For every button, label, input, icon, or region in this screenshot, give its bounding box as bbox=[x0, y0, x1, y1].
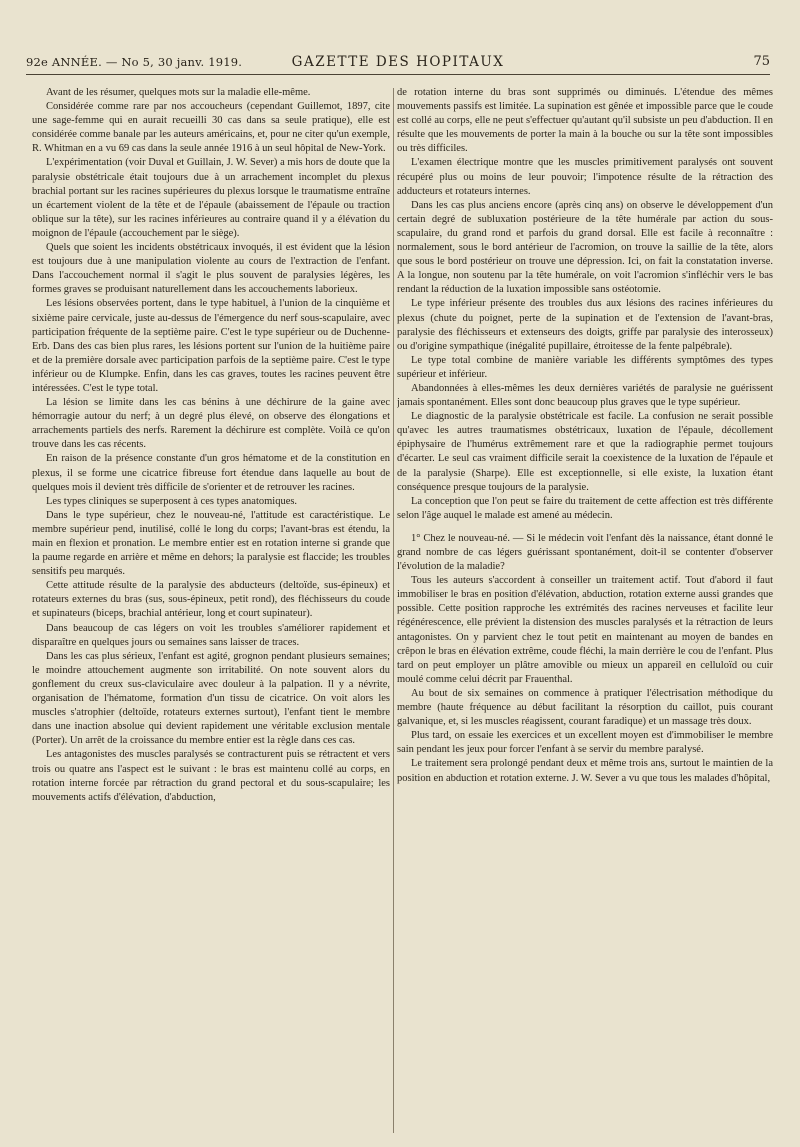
paragraph: Tous les auteurs s'accordent à conseiller un traitement actif. Tout d'abord il faut immobiliser le bras en position d'élévation, abduction, rotation externe aussi grandes que possible. Cette position rapproche les extrémités des racines nerveuses et facilite leur régénérescence, elle prévient la distension des muscles paralysés et la rétraction de leurs antagonistes. On y parvient chez le tout petit en maintenant au moyen de bandes en crêpon le bras en élévation extrême, coude fléchi, la main derrière le cou de l'enfant. Plus tard on peut employer un plâtre amovible ou mieux un appareil en celluloïd ou cuir moulé comme celui décrit par Frauenthal. bbox=[397, 575, 773, 685]
paragraph: Avant de les résumer, quelques mots sur la maladie elle-même. bbox=[46, 87, 311, 98]
paragraph: La conception que l'on peut se faire du traitement de cette affection est très différente selon l'âge auquel le malade est amené au médecin. bbox=[397, 495, 773, 521]
paragraph: L'expérimentation (voir Duval et Guillain, J. W. Sever) a mis hors de doute que la paralysie obstétricale était toujours due à un arrachement incomplet du plexus brachial portant sur les racines supérieures du plexus lorsque le traumatisme entraîne un écartement violent de la tête et de l'épaule (abaissement de l'épaule ou traction oblique sur la tête), sur les racines inférieures au contraire quand il y a élévation du moignon de l'épaule (accouchement par le siège). bbox=[32, 157, 390, 239]
paragraph: Le type total combine de manière variable les différents symptômes des types supérieur et inférieur. bbox=[397, 354, 773, 380]
paragraph: Quels que soient les incidents obstétricaux invoqués, il est évident que la lésion est toujours due à une manipulation violente au cours de l'extraction de l'enfant. Dans l'accouchement normal il s'agit le plus souvent de paralysies légères, les formes graves se produisant naturellement dans les accouchements laborieux. bbox=[32, 242, 390, 296]
paragraph: Plus tard, on essaie les exercices et un excellent moyen est d'immobiliser le membre sain pendant les jeux pour forcer l'enfant à se servir du membre paralysé. bbox=[397, 730, 773, 756]
page-number: 75 bbox=[753, 54, 770, 69]
paragraph: Cette attitude résulte de la paralysie des abducteurs (deltoïde, sus-épineux) et rotateurs externes du bras (sus, sous-épineux, petit rond), des fléchisseurs du coude et supinateurs (biceps, brachial antérieur, long et court supinateur). bbox=[32, 580, 390, 620]
paragraph: Considérée comme rare par nos accoucheurs (cependant Guillemot, 1897, cite une sage-femme qui en aurait recueilli 30 cas dans sa seule pratique), elle est considérée comme banale par les auteurs américains, et, pour ne citer qu'un exemple, R. Whitman en a vu 69 cas dans la seule année 1916 à un seul hôpital de New-York. bbox=[32, 101, 390, 155]
paragraph: Dans les cas plus anciens encore (après cinq ans) on observe le développement d'un certain degré de subluxation postérieure de la tête humérale par action du sous-scapulaire, du grand rond et parfois du grand dorsal. Elle est facile à reconnaître : normalement, sous le bord antérieur de l'acromion, on trouve la saillie de la tête, alors que sous le bord postérieur on trouve une dépression. Ici, on fait la constatation inverse. A la longue, non soutenu par la tête humérale, on voit l'acromion s'infléchir vers le bas rendant la réduction de la luxation impossible sans ostéotomie. bbox=[397, 199, 773, 296]
paragraph: Les types cliniques se superposent à ces types anatomiques. bbox=[46, 495, 298, 507]
paragraph: Dans les cas plus sérieux, l'enfant est agité, grognon pendant plusieurs semaines; le moindre attouchement augmente son irritabilité. On note souvent alors du gonflement du creux sus-claviculaire avec douleur à la palpation. Il y a névrite, organisation de l'hématome, formation d'un tissu de cicatrice. On voit alors les muscles s'atrophier (deltoïde, rotateurs externes surtout), l'enfant tient le membre dans une inaction absolue qui devient rapidement une véritable exclusion mentale (Porter). Un arrêt de la croissance du membre entier est la règle dans ces cas. bbox=[32, 650, 390, 747]
column-divider bbox=[393, 88, 394, 1133]
paragraph: Abandonnées à elles-mêmes les deux dernières variétés de paralysie ne guérissent jamais spontanément. Elles sont donc beaucoup plus graves que le type supérieur. bbox=[397, 382, 773, 409]
paragraph: Au bout de six semaines on commence à pratiquer l'électrisation méthodique du membre (haute fréquence au début facilitant la résorption du caillot, puis courant galvanique, et, si les muscles réagissent, courant faradique) et un massage très doux. bbox=[397, 687, 773, 728]
paragraph: Les antagonistes des muscles paralysés se contracturent puis se rétractent et vers trois ou quatre ans l'aspect est le suivant : le bras est maintenu collé au corps, en rotation interne forcée par rétraction du grand pectoral et du sous-scapulaire; les mouvements actifs d'élévation, d'abduction, bbox=[32, 749, 390, 803]
paragraph: Les lésions observées portent, dans le type habituel, à l'union de la cinquième et sixième paire cervicale, juste au-dessus de l'émergence du nerf sous-scapulaire, avec participation fréquente de la septième paire. C'est le type supérieur ou de Duchenne-Erb. Dans des cas bien plus rares, les lésions portent sur l'union de la huitième paire et de la première dorsale avec participation parfois de la septième paire. C'est le type inférieur ou de Klumpke. Enfin, dans les cas graves, toutes les racines peuvent être intéressées. C'est le type total. bbox=[32, 298, 390, 394]
paragraph: Dans le type supérieur, chez le nouveau-né, l'attitude est caractéristique. Le membre supérieur pend, inutilisé, collé le long du corps; l'avant-bras est étendu, la main en flexion et pronation. Le membre entier est en rotation interne si grande que la paume regarde en arrière et même en dehors; la paralysie est flaccide; les troubles sensitifs peu marqués. bbox=[32, 509, 390, 578]
right-column bbox=[397, 86, 773, 1138]
section-gap bbox=[397, 523, 773, 532]
page-header bbox=[26, 48, 770, 75]
journal-title: GAZETTE DES HOPITAUX bbox=[291, 54, 505, 70]
left-column bbox=[32, 86, 390, 1138]
paragraph: 1° Chez le nouveau-né. — Si le médecin voit l'enfant dès la naissance, étant donné le grand nombre de cas légers guérissant spontanément, doit-il se contenter d'observer l'évolution de la maladie? bbox=[397, 532, 773, 573]
paragraph: Le diagnostic de la paralysie obstétricale est facile. La confusion ne serait possible qu'avec les autres traumatismes obstétricaux, luxation de l'épaule, décollement épiphysaire de l'humérus extrêmement rare et que la radiographie permet toujours d'écarter. Le seul cas vraiment difficile serait la coexistence de la luxation de l'épaule et de la paralysie (Sharpe). Elle est exceptionnelle, si elle existe, la luxation étant conséquence presque toujours de la paralysie. bbox=[397, 411, 773, 493]
paragraph: L'examen électrique montre que les muscles primitivement paralysés ont souvent récupéré plus ou moins de leur pouvoir; l'impotence résulte de la rétraction des adducteurs et rotateurs internes. bbox=[397, 157, 773, 197]
paragraph: de rotation interne du bras sont supprimés ou diminués. L'étendue des mêmes mouvements passifs est limitée. La supination est gênée et impossible parce que le coude est collé au corps, elle ne peut s'effectuer qu'autant qu'il subsiste un peu d'abduction. Il en résulte que les mouvements de porter la main à la bouche ou sur la tête sont impossibles ou très difficiles. bbox=[397, 87, 773, 155]
issue-line: 92e ANNÉE. — No 5, 30 janv. 1919. bbox=[26, 55, 243, 69]
paragraph: Dans beaucoup de cas légers on voit les troubles s'améliorer rapidement et disparaître en quelques jours ou semaines sans laisser de traces. bbox=[32, 622, 390, 648]
paragraph: Le type inférieur présente des troubles dus aux lésions des racines inférieures du plexus (chute du poignet, perte de la supination et de l'extension de l'avant-bras, paralysie des fléchisseurs et extenseurs des doigts, griffe par paralysie des interosseux) ou d'origine sympathique (inégalité pupillaire, étroitesse de la fente palpébrale). bbox=[397, 298, 773, 352]
paragraph: La lésion se limite dans les cas bénins à une déchirure de la gaine avec hémorragie autour du nerf; à un degré plus élevé, on observe des élongations et arrachements partiels des nerfs. Rarement la déchirure est complète. Voilà ce qu'on trouve dans les cas récents. bbox=[32, 397, 390, 451]
paragraph: Le traitement sera prolongé pendant deux et même trois ans, surtout le maintien de la position en abduction et rotation externe. J. W. Sever a vu que tous les malades d'hôpital, bbox=[397, 758, 773, 784]
paragraph: En raison de la présence constante d'un gros hématome et de la constitution en plexus, il se forme une cicatrice fibreuse fort étendue dans laquelle au bout de quelques mois il devient très difficile de s'orienter et de retrouver les racines. bbox=[32, 453, 390, 493]
